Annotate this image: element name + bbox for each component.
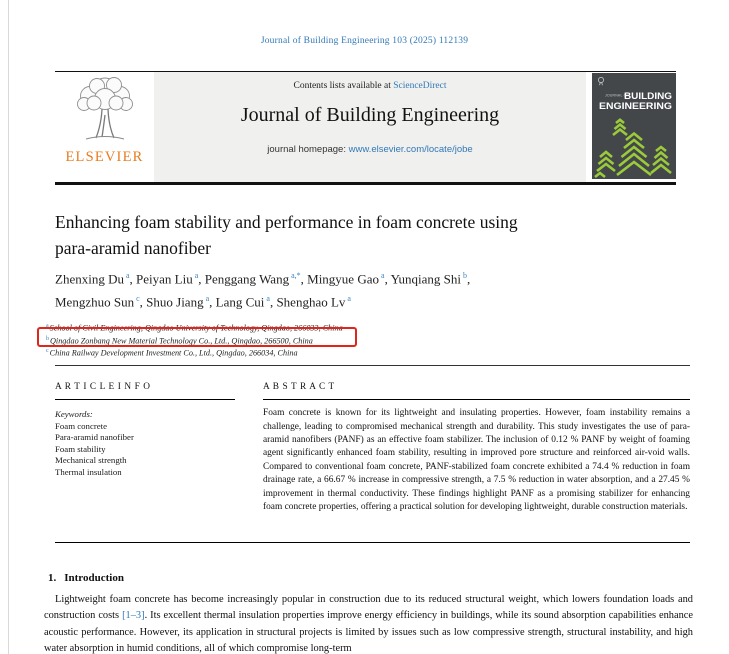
homepage-prefix: journal homepage: xyxy=(267,144,349,155)
journal-homepage-link[interactable]: www.elsevier.com/locate/jobe xyxy=(348,144,473,155)
journal-title: Journal of Building Engineering xyxy=(240,104,500,126)
author-line-1 xyxy=(55,266,655,289)
author-sup: c xyxy=(136,293,140,303)
affiliation-sup: c xyxy=(46,348,49,355)
author-name: Shenghao Lv xyxy=(276,294,346,310)
article-info-heading: A R T I C L E I N F O xyxy=(55,382,151,392)
affiliation-b xyxy=(46,334,606,347)
abstract-rule xyxy=(263,399,690,400)
article-title-line1: Enhancing foam stability and performance in foam concrete using xyxy=(55,212,518,232)
author-sup: a xyxy=(347,293,351,303)
cover-title-line2: ENGINEERING xyxy=(599,101,672,112)
affiliation-list xyxy=(46,321,606,359)
introduction-heading xyxy=(48,572,124,584)
journal-cover xyxy=(592,73,676,179)
author-sup: a xyxy=(381,271,385,280)
intro-text-after: . Its excellent thermal insulation properties improve energy efficiency in buildings, while its sound absorption capabilities enhance acoustic performance. However, its application in structural projects is limited by issues such as low compressive strength, structural instability, and high water absorption in humid conditions, all of which compromise long-term xyxy=(44,610,693,654)
keyword-item: Foam concrete xyxy=(55,420,108,431)
page-edge-line xyxy=(8,0,9,654)
abstract-heading: A B S T R A C T xyxy=(263,382,335,392)
author-name: Shuo Jiang xyxy=(146,294,204,310)
elsevier-wordmark: ELSEVIER xyxy=(65,149,144,165)
affiliation-text: Qingdao Zonbang New Material Technology Co., Ltd., Qingdao, 266500, China xyxy=(50,336,313,346)
author-sep: , xyxy=(129,271,137,287)
author-line-2 xyxy=(55,289,655,312)
article-title xyxy=(55,210,635,261)
author-sup: a xyxy=(205,293,210,303)
sciencedirect-link[interactable]: ScienceDirect xyxy=(393,81,447,91)
contents-prefix: Contents lists available at xyxy=(293,81,394,91)
section-title: Introduction xyxy=(64,572,124,584)
affiliation-text: School of Civil Engineering, Qingdao University of Technology, Qingdao, 266033, China xyxy=(49,323,343,333)
affiliation-a xyxy=(46,321,606,334)
author-sep: , xyxy=(269,294,277,310)
elsevier-logo xyxy=(55,72,154,182)
journal-banner xyxy=(154,72,586,182)
citation-ref-link[interactable]: [1–3] xyxy=(122,610,145,622)
author-sup: a xyxy=(125,271,130,280)
section-number: 1. xyxy=(48,572,57,584)
cover-title-line1: BUILDING xyxy=(624,91,672,102)
author-sup: b xyxy=(463,271,468,280)
author-name: Mingyue Gao xyxy=(307,271,379,287)
divider-rule xyxy=(55,365,690,366)
introduction-paragraph xyxy=(44,592,693,654)
author-sep: , xyxy=(384,271,391,287)
keyword-item: Thermal insulation xyxy=(55,466,122,477)
article-info-section xyxy=(55,382,235,478)
author-sup: a xyxy=(194,271,199,280)
author-sep: , xyxy=(300,271,308,287)
affiliation-sup: a xyxy=(46,323,49,329)
author-sup: a xyxy=(266,293,270,303)
author-name: Yunqiang Shi xyxy=(390,271,462,287)
keyword-item: Foam stability xyxy=(55,443,106,454)
journal-citation: Journal of Building Engineering 103 (2025) 112139 xyxy=(260,36,469,46)
keywords-label: Keywords: xyxy=(55,409,93,420)
journal-cover-graphic xyxy=(592,73,676,179)
author-name: Penggang Wang xyxy=(204,271,290,287)
keyword-item: Mechanical strength xyxy=(55,455,127,466)
author-name: Peiyan Liu xyxy=(136,271,193,287)
author-sep: , xyxy=(209,294,216,310)
affiliation-sup: b xyxy=(46,335,49,342)
author-name: Lang Cui xyxy=(215,294,265,310)
affiliation-text: China Railway Development Investment Co., Ltd., Qingdao, 266034, China xyxy=(49,349,298,359)
affiliation-c xyxy=(46,346,606,359)
author-sep: , xyxy=(198,271,205,287)
keyword-item: Para-aramid nanofiber xyxy=(55,432,134,443)
article-title-line2: para-aramid nanofiber xyxy=(55,237,211,258)
author-name: Mengzhuo Sun xyxy=(55,294,135,310)
author-sep: , xyxy=(139,294,147,310)
intro-text-before: Lightweight foam concrete has become increasingly popular in construction due to its reduced structural weight, which lowers foundation loads and construction costs xyxy=(44,594,693,622)
author-sup: a,* xyxy=(291,271,301,280)
article-info-rule xyxy=(55,399,235,400)
author-name: Zhenxing Du xyxy=(55,271,124,287)
abstract-bottom-rule xyxy=(55,542,690,543)
contents-line xyxy=(154,81,586,91)
author-sep: , xyxy=(467,271,471,287)
abstract-section xyxy=(263,382,690,514)
author-list xyxy=(55,266,655,312)
abstract-text: Foam concrete is known for its lightweight and insulating properties. However, foam instability remains a challenge, leading to compromised mechanical strength and durability. This study investigates the use of para-aramid nanofibers (PANF) as an effective foam stabilizer. The inclusion of 0.12 % PANF by weight of foaming agent significantly enhanced foam stability, resulting in improved pore structure and reinforced air-void walls. Compared to conventional foam concrete, PANF-stabilized foam concrete exhibited a 74.4 % reduction in foam drainage rate, a 66.67 % increase in compressive strength, a 7.5 % reduction in water absorption, and a 27.45 % improvement in thermal conductivity. These findings highlight PANF as a promising stabilizer for enhancing foam concrete properties, offering a practical solution for developing lightweight, durable construction materials. xyxy=(263,408,690,513)
journal-header xyxy=(55,71,676,185)
cover-journal-of: JOURNAL OF xyxy=(605,93,629,98)
elsevier-tree-icon xyxy=(69,77,141,149)
homepage-line xyxy=(154,144,586,155)
